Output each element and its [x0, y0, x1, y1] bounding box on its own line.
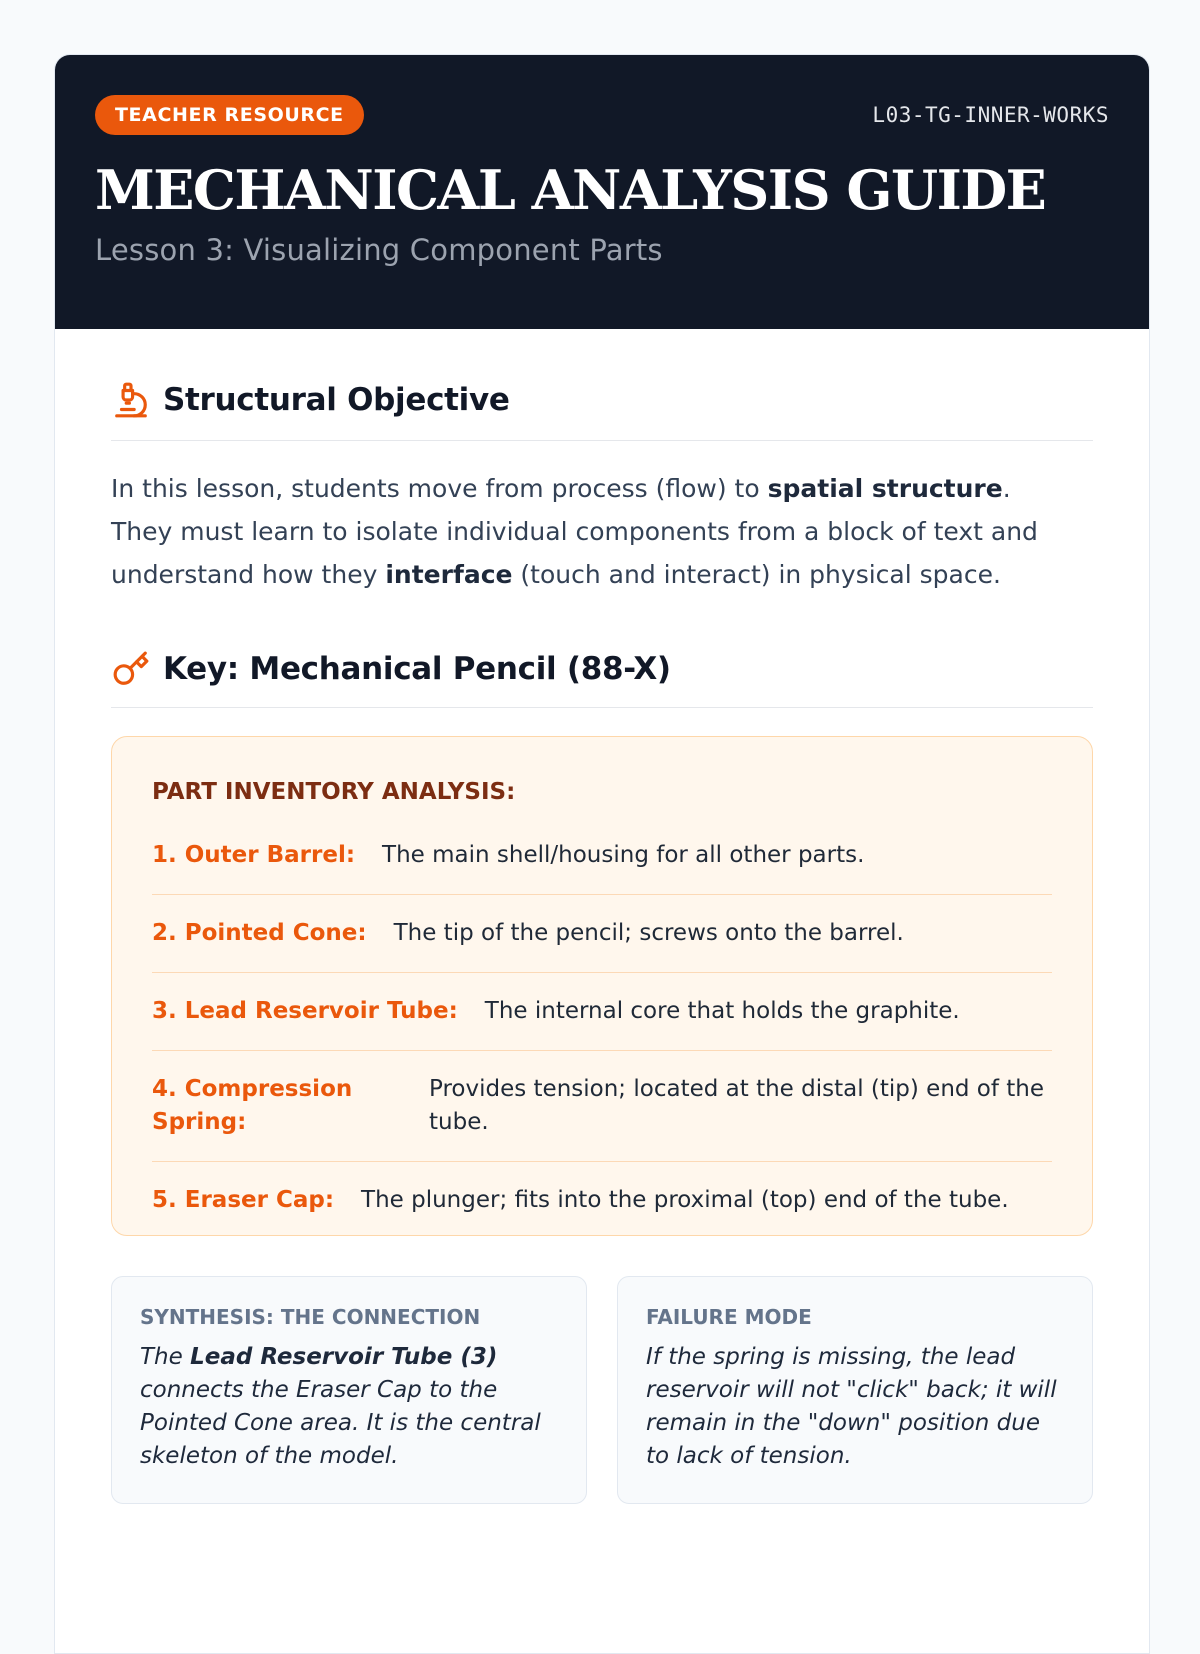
- inventory-title: PART INVENTORY ANALYSIS:: [152, 779, 516, 805]
- inventory-row: [152, 973, 1052, 1051]
- key-heading: Key: Mechanical Pencil (88-X): [163, 650, 671, 687]
- part-description: Provides tension; located at the distal (tip) end of the tube.: [429, 1076, 1045, 1135]
- synthesis-box: [111, 1276, 587, 1504]
- content: [55, 359, 1149, 1504]
- inventory-row: [152, 817, 1052, 895]
- objective-section-header: [111, 359, 1093, 441]
- part-inventory-panel: [111, 736, 1093, 1236]
- callout-boxes: [111, 1276, 1093, 1504]
- part-description: The plunger; fits into the proximal (top) end of the tube.: [361, 1187, 1009, 1213]
- part-description: The tip of the pencil; screws onto the barrel.: [393, 920, 904, 946]
- part-label: 2. Pointed Cone:: [152, 920, 367, 946]
- page-subtitle: Lesson 3: Visualizing Component Parts: [95, 233, 663, 267]
- page-title: MECHANICAL ANALYSIS GUIDE: [95, 158, 1046, 222]
- teacher-resource-badge: TEACHER RESOURCE: [95, 95, 364, 135]
- inventory-row: [152, 1051, 1052, 1162]
- part-label: 3. Lead Reservoir Tube:: [152, 998, 458, 1024]
- objective-paragraph: In this lesson, students move from process (flow) to spatial structure. They must learn to isolate individual components from a block of text and understand how they interface (touch and interact) in physical space.: [111, 474, 1038, 589]
- objective-heading: Structural Objective: [163, 381, 510, 418]
- synthesis-title: SYNTHESIS: THE CONNECTION: [140, 1305, 481, 1329]
- microscope-icon: [111, 380, 151, 420]
- part-description: The main shell/housing for all other parts.: [382, 842, 865, 868]
- header-top: [95, 95, 1109, 135]
- key-section-header: [111, 596, 1093, 708]
- document-code: L03-TG-INNER-WORKS: [872, 103, 1109, 127]
- synthesis-text: The Lead Reservoir Tube (3) connects the Eraser Cap to the Pointed Cone area. It is the central skeleton of the model.: [140, 1344, 541, 1469]
- part-label: 1. Outer Barrel:: [152, 842, 356, 868]
- part-label: 5. Eraser Cap:: [152, 1187, 335, 1213]
- failure-text: If the spring is missing, the lead reservoir will not "click" back; it will remain in the "down" position due to lack of tension.: [646, 1344, 1057, 1469]
- failure-title: FAILURE MODE: [646, 1305, 812, 1329]
- part-description: The internal core that holds the graphite.: [484, 998, 960, 1024]
- guide-card: [54, 54, 1150, 1654]
- inventory-row: [152, 1162, 1052, 1239]
- key-icon: [111, 649, 151, 689]
- failure-mode-box: [617, 1276, 1093, 1504]
- part-label: 4. Compression Spring:: [152, 1076, 353, 1135]
- inventory-row: [152, 895, 1052, 973]
- header: [55, 55, 1149, 329]
